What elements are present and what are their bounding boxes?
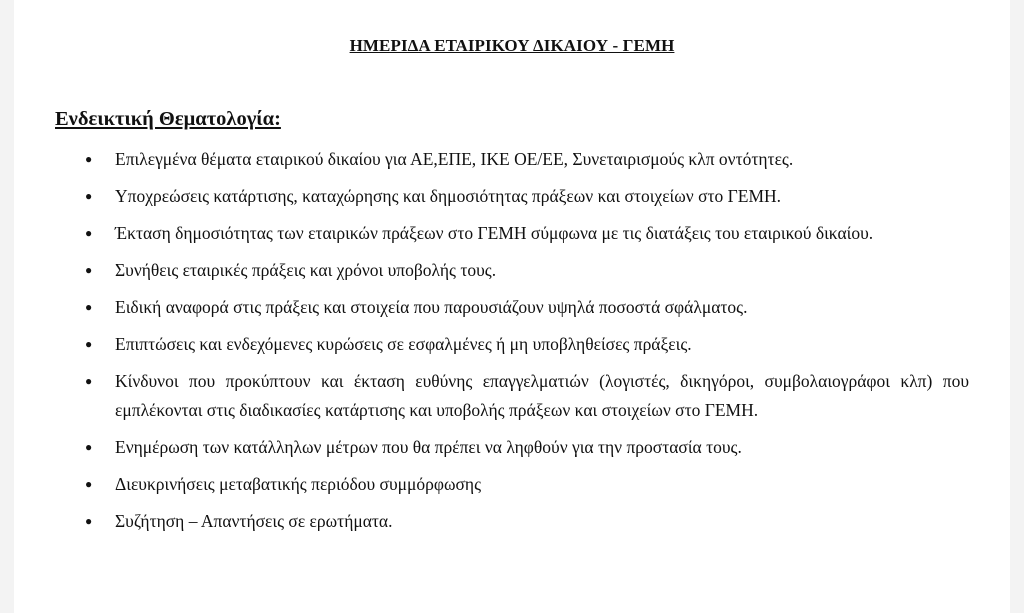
list-item-text: Συνήθεις εταιρικές πράξεις και χρόνοι υποβολής τους. xyxy=(115,260,497,280)
bullet-icon: ● xyxy=(85,477,93,491)
bullet-icon: ● xyxy=(85,152,93,166)
section-heading: Ενδεικτική Θεματολογία: xyxy=(55,108,281,130)
list-item-text: Ειδική αναφορά στις πράξεις και στοιχεία που παρουσιάζουν υψηλά ποσοστά σφάλματος. xyxy=(115,297,748,317)
list-item xyxy=(83,145,969,174)
list-item-text: Συζήτηση – Απαντήσεις σε ερωτήματα. xyxy=(115,511,393,531)
list-item xyxy=(83,507,969,536)
list-item xyxy=(83,293,969,322)
list-item-text: Επιπτώσεις και ενδεχόμενες κυρώσεις σε εσφαλμένες ή μη υποβληθείσες πράξεις. xyxy=(115,334,692,354)
list-item xyxy=(83,433,969,462)
bullet-icon: ● xyxy=(85,263,93,277)
list-item xyxy=(83,367,969,425)
list-item xyxy=(83,182,969,211)
bullet-icon: ● xyxy=(85,189,93,203)
document-title: ΗΜΕΡΙΔΑ ΕΤΑΙΡΙΚΟΥ ΔΙΚΑΙΟΥ - ΓΕΜΗ xyxy=(349,36,675,55)
list-item-text: Επιλεγμένα θέματα εταιρικού δικαίου για ΑΕ,ΕΠΕ, ΙΚΕ ΟΕ/ΕΕ, Συνεταιρισμούς κλπ οντότητες. xyxy=(115,149,794,169)
bullet-icon: ● xyxy=(85,337,93,351)
list-item xyxy=(83,219,969,248)
bullet-icon: ● xyxy=(85,514,93,528)
bullet-icon: ● xyxy=(85,374,93,388)
list-item xyxy=(83,470,969,499)
bullet-icon: ● xyxy=(85,440,93,454)
list-item xyxy=(83,256,969,285)
list-item-text: Ενημέρωση των κατάλληλων μέτρων που θα πρέπει να ληφθούν για την προστασία τους. xyxy=(115,437,742,457)
list-item xyxy=(83,330,969,359)
topic-list xyxy=(83,145,969,544)
list-item-text: Έκταση δημοσιότητας των εταιρικών πράξεων στο ΓΕΜΗ σύμφωνα με τις διατάξεις του εταιρικού δικαίου. xyxy=(115,223,874,243)
list-item-text: Κίνδυνοι που προκύπτουν και έκταση ευθύνης επαγγελματιών (λογιστές, δικηγόροι, συμβολαιογράφοι κλπ) που εμπλέκονται στις διαδικασίες κατάρτισης και υποβολής πράξεων και στοιχείων στο ΓΕΜΗ. xyxy=(115,371,969,420)
list-item-text: Υποχρεώσεις κατάρτισης, καταχώρησης και δημοσιότητας πράξεων και στοιχείων στο ΓΕΜΗ. xyxy=(115,186,782,206)
document-page xyxy=(14,0,1010,613)
bullet-icon: ● xyxy=(85,300,93,314)
list-item-text: Διευκρινήσεις μεταβατικής περιόδου συμμόρφωσης xyxy=(115,474,482,494)
bullet-icon: ● xyxy=(85,226,93,240)
